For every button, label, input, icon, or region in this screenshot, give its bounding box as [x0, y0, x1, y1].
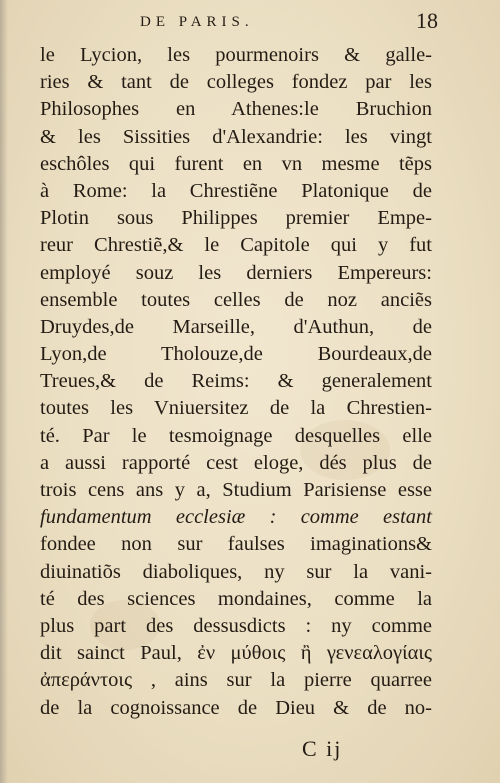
- signature-mark: C ij: [302, 736, 343, 761]
- text-line: ἀπεράντοις , ains sur la pierre quarree: [40, 669, 432, 692]
- text-line: a aussi rapporté cest eloge, dés plus de: [40, 451, 432, 474]
- running-head: DE PARIS.: [140, 14, 254, 30]
- text-line: dit sainct Paul, ἐν μύθοις ἢ γενεαλογίαις: [40, 642, 432, 665]
- text-line: à Rome: la Chrestiẽne Platonique de: [40, 179, 432, 202]
- text-line: té. Par le tesmoignage desquelles elle: [40, 424, 432, 447]
- text-line: Philosophes en Athenes:le Bruchion: [40, 98, 432, 121]
- page-number: 18: [416, 8, 438, 33]
- text-line: toutes les Vniuersitez de la Chrestien-: [40, 397, 432, 420]
- text-line-italic: fundamentum ecclesiæ : comme estant: [40, 506, 432, 529]
- text-line: employé souz les derniers Empereurs:: [40, 261, 432, 284]
- text-line: Druydes,de Marseille, d'Authun, de: [40, 315, 432, 338]
- text-line: Lyon,de Tholouze,de Bourdeaux,de: [40, 343, 432, 366]
- text-line: de la cognoissance de Dieu & de no-: [40, 696, 432, 719]
- text-line: le Lycion, les pourmenoirs & galle-: [40, 44, 432, 66]
- body-text: [40, 42, 432, 722]
- text-line: té des sciences mondaines, comme la: [40, 587, 432, 610]
- text-line: trois cens ans y a, Studium Parisiense esse: [40, 479, 432, 501]
- text-line: reur Chrestiẽ,& le Capitole qui y fut: [40, 234, 432, 257]
- text-line: ensemble toutes celles de noz anciẽs: [40, 288, 432, 311]
- text-line: Plotin sous Philippes premier Empe-: [40, 207, 432, 230]
- text-line: Treues,& de Reims: & generalement: [40, 370, 432, 393]
- text-line: & les Sissities d'Alexandrie: les vingt: [40, 125, 432, 148]
- text-line: diuinatiõs diaboliques, ny sur la vani-: [40, 560, 432, 583]
- text-line: ries & tant de colleges fondez par les: [40, 71, 432, 94]
- text-line: plus part des dessusdicts : ny comme: [40, 614, 432, 637]
- text-line: eschôles qui furent en vn mesme tẽps: [40, 152, 432, 175]
- text-line: fondee non sur faulses imaginations&: [40, 533, 432, 556]
- page-gutter-shadow: [0, 0, 8, 783]
